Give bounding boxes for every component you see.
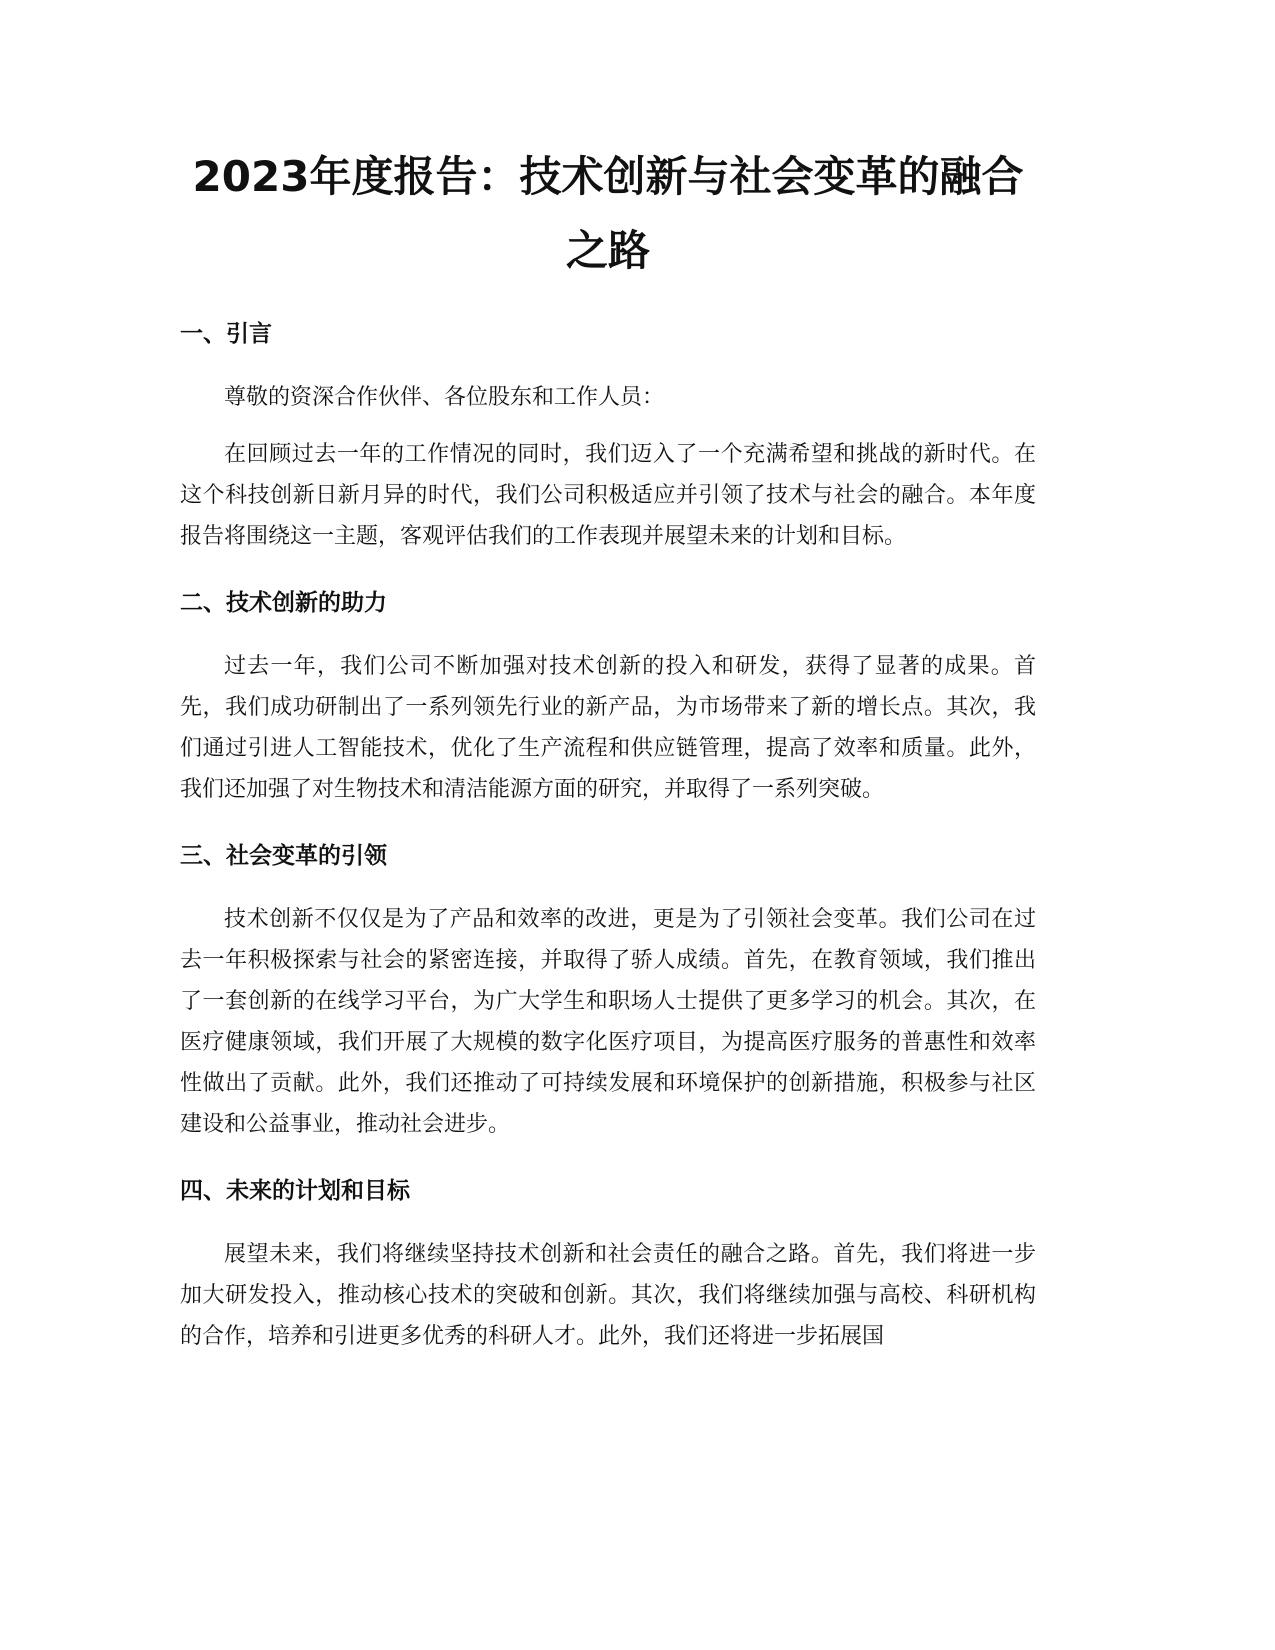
paragraph-future-plans: 展望未来，我们将继续坚持技术创新和社会责任的融合之路。首先，我们将进一步加大研发投入，推动核心技术的突破和创新。其次，我们将继续加强与高校、科研机构的合作，培养和引进更多优秀的科研人才。此外，我们还将进一步拓展国 (180, 1242, 1036, 1349)
section-heading-tech-innovation: 二、技术创新的助力 (180, 590, 387, 616)
section-heading-future-plans: 四、未来的计划和目标 (180, 1178, 410, 1204)
section-heading-social-change: 三、社会变革的引领 (180, 843, 387, 869)
section-heading-introduction: 一、引言 (180, 321, 272, 347)
paragraph-introduction: 在回顾过去一年的工作情况的同时，我们迈入了一个充满希望和挑战的新时代。在这个科技创新日新月异的时代，我们公司积极适应并引领了技术与社会的融合。本年度报告将围绕这一主题，客观评估我们的工作表现并展望未来的计划和目标。 (180, 442, 1036, 549)
document-page (180, 140, 1036, 1357)
paragraph-tech-innovation: 过去一年，我们公司不断加强对技术创新的投入和研发，获得了显著的成果。首先，我们成功研制出了一系列领先行业的新产品，为市场带来了新的增长点。其次，我们通过引进人工智能技术，优化了生产流程和供应链管理，提高了效率和质量。此外，我们还加强了对生物技术和清洁能源方面的研究，并取得了一系列突破。 (180, 654, 1036, 802)
paragraph-social-change: 技术创新不仅仅是为了产品和效率的改进，更是为了引领社会变革。我们公司在过去一年积极探索与社会的紧密连接，并取得了骄人成绩。首先，在教育领域，我们推出了一套创新的在线学习平台，为广大学生和职场人士提供了更多学习的机会。其次，在医疗健康领域，我们开展了大规模的数字化医疗项目，为提高医疗服务的普惠性和效率性做出了贡献。此外，我们还推动了可持续发展和环境保护的创新措施，积极参与社区建设和公益事业，推动社会进步。 (180, 907, 1036, 1137)
page-title: 2023年度报告：技术创新与社会变革的融合之路 (192, 152, 1024, 275)
paragraph-greeting: 尊敬的资深合作伙伴、各位股东和工作人员： (224, 385, 665, 410)
